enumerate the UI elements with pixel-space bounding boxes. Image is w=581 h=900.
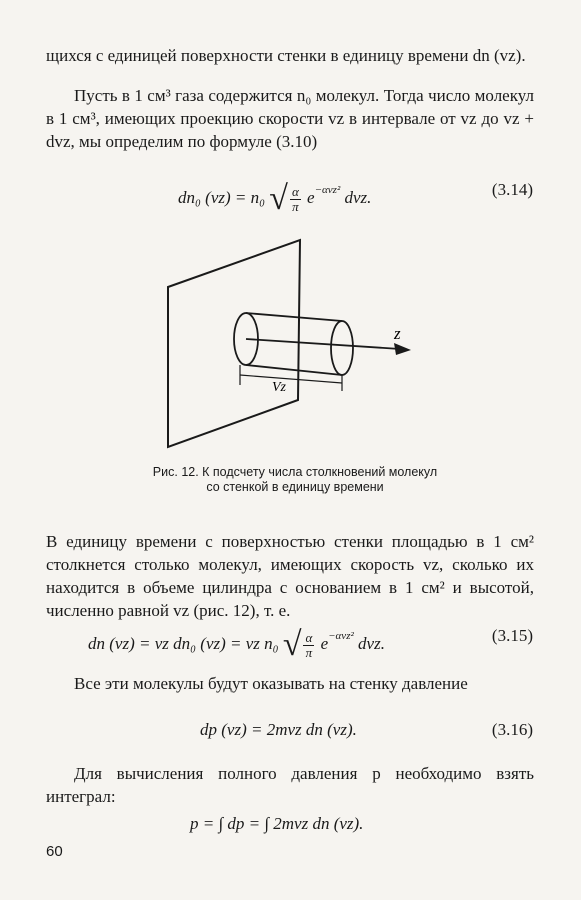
- eq-3-15-number: (3.15): [491, 626, 533, 645]
- eq-3-14-exp-base: e: [307, 188, 315, 207]
- eq-total-body: p = ∫ dp = ∫ 2mvz dn (vz).: [190, 814, 364, 833]
- cylinder-top-edge: [246, 313, 342, 321]
- cylinder-front-face: [331, 321, 353, 375]
- sqrt-sign: √: [282, 626, 302, 664]
- eq-3-14-number: (3.14): [491, 180, 533, 199]
- sqrt-sign: √: [269, 180, 288, 218]
- eq-3-16-number: (3.16): [491, 720, 533, 739]
- z-axis-arrowhead: [394, 343, 411, 355]
- paragraph-collisions: В единицу времени с поверхностью стенки площадью в 1 см² столкнется столько молекул, имеющих скорость vz, сколько их находится в объеме цилиндра с основанием в 1 см² и высотой, численно равной vz (рис. 12), т. е.: [46, 532, 534, 620]
- paragraph-integral: Для вычисления полного давления p необходимо взять интеграл:: [46, 764, 534, 806]
- page-number: 60: [46, 843, 63, 860]
- eq-3-14-exponent: −αvz²: [314, 184, 341, 196]
- eq-3-15-fraction: $\frac{\alpha}{\pi}$: [305, 629, 313, 660]
- eq-3-15-diff: dvz.: [358, 634, 385, 653]
- dimension-label: Vz: [272, 380, 286, 395]
- paragraph-continuation: щихся с единицей поверхности стенки в единицу времени dn (vz).: [46, 46, 526, 65]
- paragraph-setup: Пусть в 1 см³ газа содержится n₀ молекул. Тогда число молекул в 1 см³, имеющих проекцию скорости vz в интервале от vz до vz + dvz, мы определим по формуле (3.10): [46, 86, 534, 151]
- eq-3-15-exp-base: e: [320, 634, 329, 653]
- cylinder-bottom-edge: [246, 365, 342, 375]
- eq-3-14-diff: dvz.: [344, 188, 372, 207]
- figure-caption: Рис. 12. К подсчету числа столкновений молекул со стенкой в единицу времени: [152, 465, 438, 494]
- eq-3-15-lhs: dn (vz) = vz dn₀ (vz) = vz n₀: [88, 634, 279, 653]
- z-axis-label: z: [394, 324, 401, 343]
- dimension-line: [240, 375, 342, 383]
- figure-12: [0, 235, 581, 475]
- eq-3-16-body: dp (vz) = 2mvz dn (vz).: [200, 720, 357, 739]
- z-axis: [246, 339, 400, 349]
- eq-3-15-exponent: −αvz²: [328, 630, 354, 642]
- eq-3-14-lhs: dn₀ (vz) = n₀: [178, 188, 266, 207]
- eq-3-14-fraction: $\frac{\alpha}{\pi}$: [291, 183, 299, 214]
- paragraph-pressure: Все эти молекулы будут оказывать на стенку давление: [74, 674, 468, 693]
